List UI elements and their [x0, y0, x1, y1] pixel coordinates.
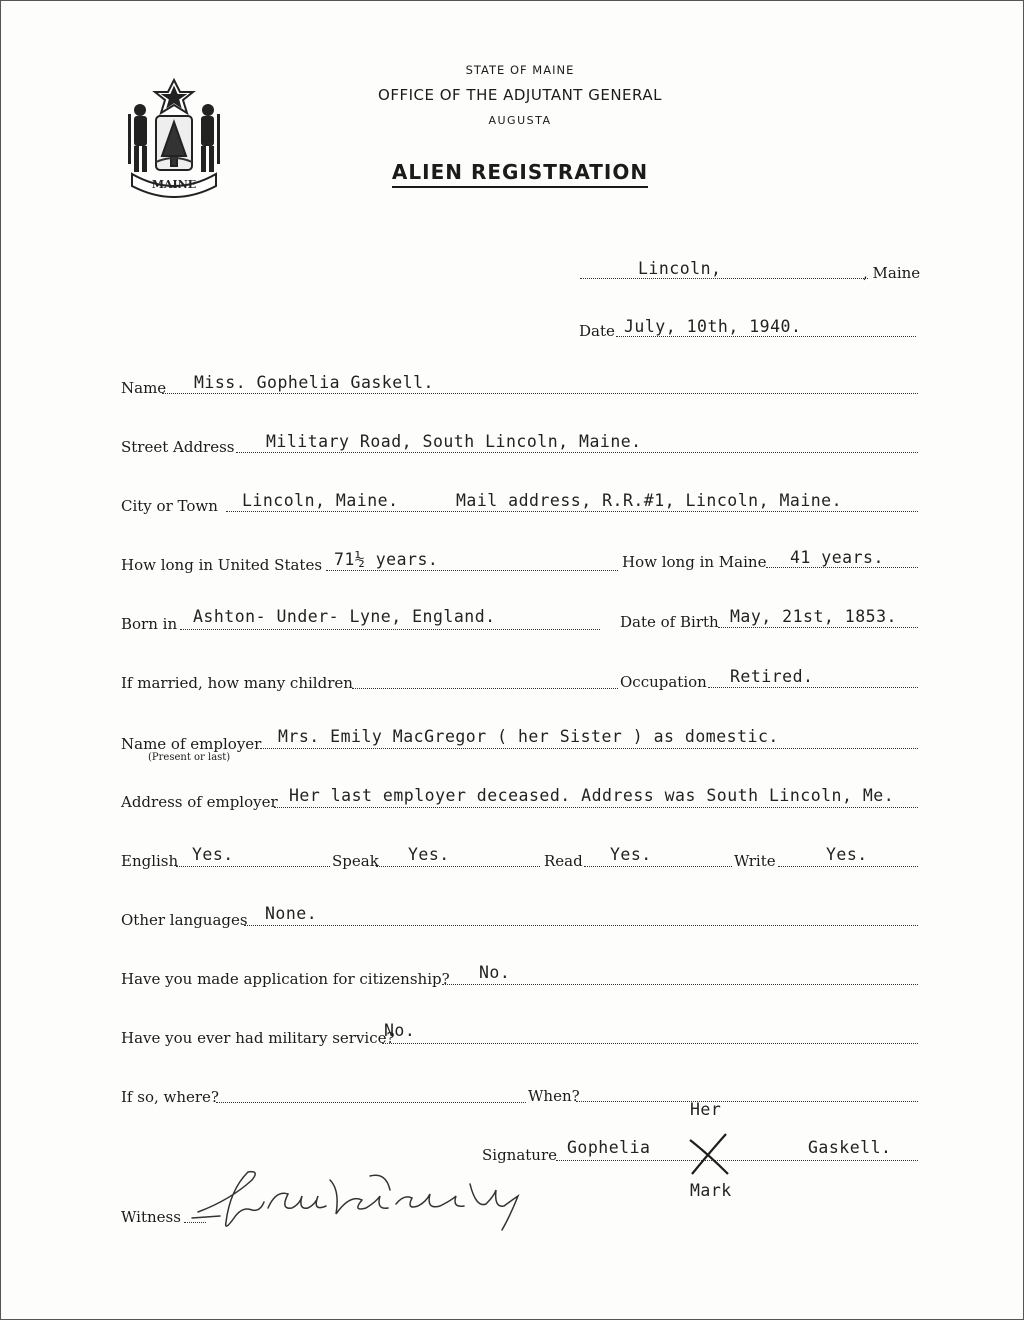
signature-x-mark-icon: [684, 1128, 734, 1178]
children-dots: [352, 688, 618, 689]
speak-value: Yes.: [408, 845, 450, 864]
date-of-birth-label: Date of Birth: [620, 613, 719, 631]
svg-text:MAINE: MAINE: [151, 178, 197, 191]
military-value: No.: [384, 1021, 416, 1040]
street-address-dots: [236, 452, 918, 453]
us-stay-label: How long in United States: [121, 556, 323, 574]
born-in-dots: [180, 629, 600, 630]
date-of-birth-value: May, 21st, 1853.: [730, 607, 897, 626]
read-label: Read: [544, 852, 583, 870]
military-label: Have you ever had military service?: [121, 1029, 395, 1047]
english-dots: [176, 866, 330, 867]
mark-label-text: Mark: [690, 1181, 732, 1200]
english-value: Yes.: [192, 845, 234, 864]
name-label: Name: [121, 379, 167, 397]
employer-address-dots: [274, 807, 918, 808]
other-languages-dots: [244, 925, 918, 926]
employer-label: Name of employer: [121, 735, 262, 753]
employer-address-label: Address of employer: [121, 793, 278, 811]
name-value: Miss. Gophelia Gaskell.: [194, 373, 434, 392]
street-address-value: Military Road, South Lincoln, Maine.: [266, 432, 642, 451]
mail-address-value: Mail address, R.R.#1, Lincoln, Maine.: [456, 491, 843, 510]
speak-dots: [376, 866, 540, 867]
employer-address-value: Her last employer deceased. Address was South Lincoln, Me.: [289, 786, 895, 805]
form-title: ALIEN REGISTRATION: [360, 160, 680, 184]
signature-label: Signature: [482, 1146, 558, 1164]
when-dots: [576, 1101, 918, 1102]
city-town-value: Lincoln, Maine.: [242, 491, 399, 510]
read-value: Yes.: [610, 845, 652, 864]
born-in-label: Born in: [121, 615, 178, 633]
english-label: English: [121, 852, 179, 870]
read-dots: [584, 866, 732, 867]
state-heading: STATE OF MAINE: [465, 63, 575, 77]
occupation-dots: [708, 687, 918, 688]
city-heading: AUGUSTA: [488, 114, 552, 127]
witness-label: Witness: [121, 1208, 181, 1226]
children-label: If married, how many children: [121, 674, 353, 692]
office-heading: OFFICE OF THE ADJUTANT GENERAL: [378, 86, 662, 104]
write-dots: [778, 866, 918, 867]
street-address-label: Street Address: [121, 438, 235, 456]
us-stay-dots: [326, 570, 618, 571]
date-value: July, 10th, 1940.: [624, 317, 802, 336]
military-dots: [382, 1043, 918, 1044]
when-label: When?: [528, 1087, 580, 1105]
write-value: Yes.: [826, 845, 868, 864]
citizenship-value: No.: [479, 963, 511, 982]
place-suffix-label: , Maine: [863, 264, 921, 282]
city-town-dots: [226, 511, 918, 512]
occupation-value: Retired.: [730, 667, 814, 686]
place-value: Lincoln,: [638, 259, 722, 278]
date-label: Date: [579, 322, 615, 340]
employer-value: Mrs. Emily MacGregor ( her Sister ) as domestic.: [278, 727, 779, 746]
city-town-label: City or Town: [121, 497, 218, 515]
citizenship-label: Have you made application for citizenship?: [121, 970, 450, 988]
write-label: Write: [734, 852, 776, 870]
name-dots: [162, 393, 918, 394]
where-dots: [216, 1102, 526, 1103]
maine-stay-label: How long in Maine: [622, 553, 767, 571]
speak-label: Speak: [332, 852, 379, 870]
employer-dots: [260, 748, 918, 749]
date-of-birth-dots: [718, 627, 918, 628]
where-label: If so, where?: [121, 1088, 219, 1106]
signature-first-name: Gophelia: [567, 1138, 651, 1157]
other-languages-label: Other languages: [121, 911, 248, 929]
signature-last-name: Gaskell.: [808, 1138, 892, 1157]
employer-sublabel: (Present or last): [148, 752, 231, 763]
occupation-label: Occupation: [620, 673, 707, 691]
born-in-value: Ashton- Under- Lyne, England.: [193, 607, 496, 626]
maine-stay-value: 41 years.: [790, 548, 884, 567]
other-languages-value: None.: [265, 904, 318, 923]
maine-state-seal-icon: [122, 76, 226, 198]
witness-signature-icon: [190, 1160, 535, 1240]
us-stay-value: 71½ years.: [334, 550, 439, 569]
citizenship-dots: [442, 984, 918, 985]
signature-dots: [556, 1160, 918, 1161]
place-dots: [580, 278, 868, 279]
mark-her-text: Her: [690, 1100, 722, 1119]
